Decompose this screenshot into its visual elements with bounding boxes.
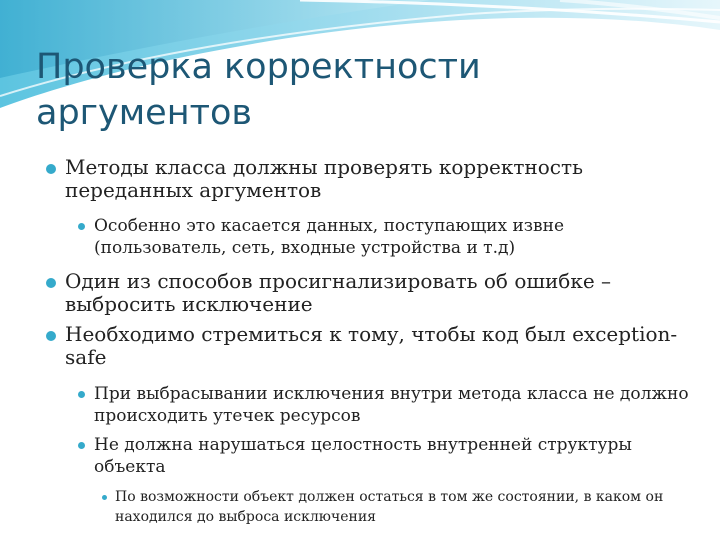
bullet-text: Методы класса должны проверять корректность переданных аргументов: [65, 155, 583, 202]
bullet-icon: [78, 391, 85, 398]
bullet-text: Особенно это касается данных, поступающих извне (пользователь, сеть, входные устройства и т.д): [94, 216, 565, 258]
bullet-item: [46, 270, 696, 316]
bullet-icon: [78, 223, 85, 230]
slide-title: Проверка корректности аргументов: [36, 47, 481, 133]
bullet-text: При выбрасывании исключения внутри метода класса не должно происходить утечек ресурсов: [94, 384, 689, 426]
bullet-icon: [78, 442, 85, 449]
bullet-icon: [46, 331, 56, 341]
bullet-item: [78, 383, 698, 427]
bullet-icon: [46, 278, 56, 288]
bullet-text: Необходимо стремиться к тому, чтобы код был exception-safe: [65, 322, 678, 369]
bullet-text: Один из способов просигнализировать об ошибке – выбросить исключение: [65, 269, 612, 316]
bullet-item: [46, 156, 696, 202]
bullet-item: [78, 434, 698, 478]
bullet-item: [78, 215, 698, 259]
bullet-icon: [46, 164, 56, 174]
bullet-text: Не должна нарушаться целостность внутренней структуры объекта: [94, 435, 632, 477]
bullet-icon: [102, 495, 107, 500]
bullet-item: [102, 487, 698, 527]
bullet-item: [46, 323, 696, 369]
bullet-text: По возможности объект должен остаться в том же состоянии, в каком он находился до выброса исключения: [115, 489, 664, 525]
